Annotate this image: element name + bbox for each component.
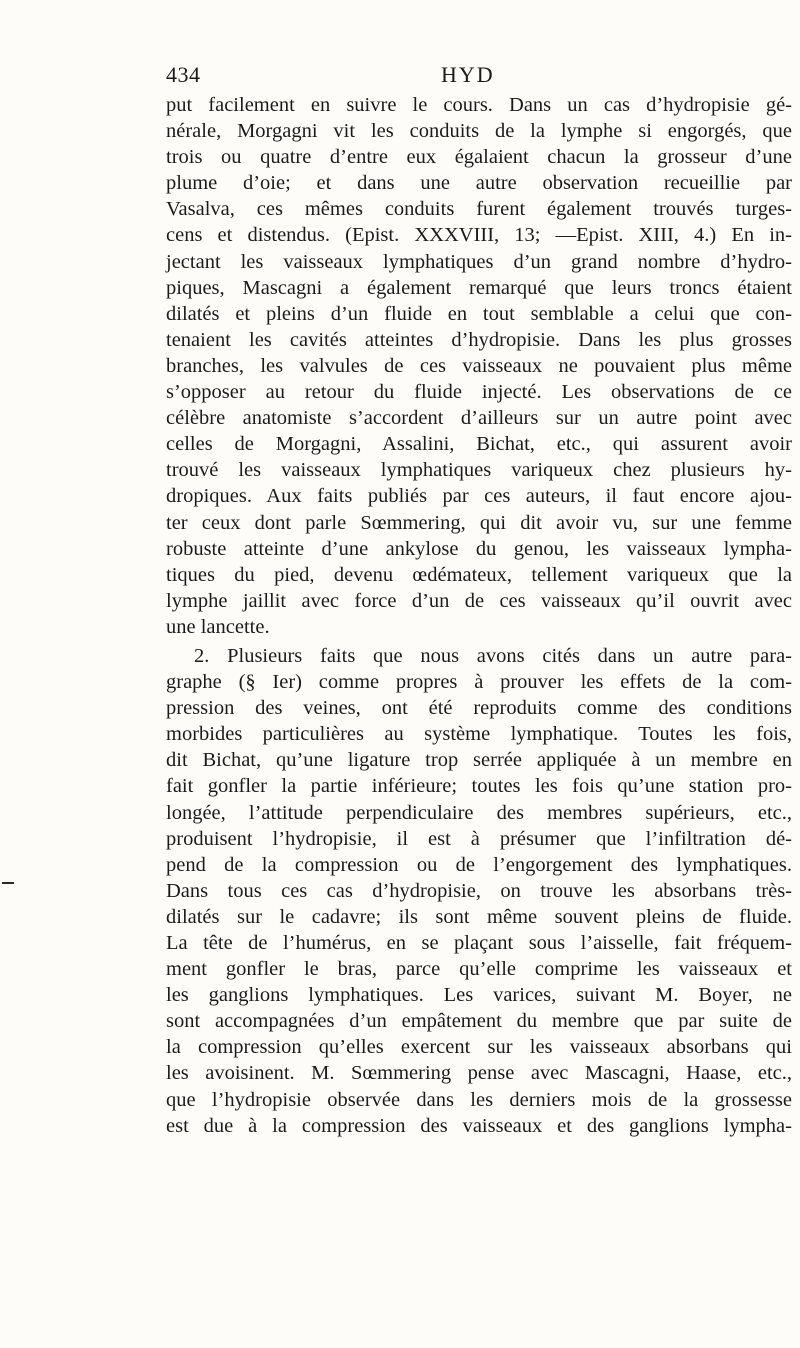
text-line: longée, l’attitude perpendiculaire des membres supérieurs, etc.,	[166, 801, 792, 824]
text-line: tiques du pied, devenu œdémateux, tellement variqueux que la	[166, 563, 792, 586]
body-text	[166, 92, 792, 1139]
text-line: tenaient les cavités atteintes d’hydropisie. Dans les plus grosses	[166, 328, 792, 351]
text-line: La tête de l’humérus, en se plaçant sous l’aisselle, fait fréquem-	[166, 932, 792, 954]
text-line: sont accompagnées d’un empâtement du membre que par suite de	[166, 1010, 792, 1033]
text-line: ter ceux dont parle Sœmmering, qui dit avoir vu, sur une femme	[166, 511, 792, 534]
text-line: produisent l’hydropisie, il est à présumer que l’infiltration dé-	[166, 827, 792, 850]
text-line: Dans tous ces cas d’hydropisie, on trouve les absorbans très-	[166, 879, 792, 902]
text-line: lymphe jaillit avec force d’un de ces vaisseaux qu’il ouvrit avec	[166, 589, 792, 612]
page-header	[166, 62, 800, 92]
text-line: Vasalva, ces mêmes conduits furent également trouvés turges-	[166, 198, 792, 221]
text-line: pression des veines, ont été reproduits comme des conditions	[166, 697, 792, 720]
text-line: s’opposer au retour du fluide injecté. Les observations de ce	[166, 381, 792, 404]
running-head: HYD	[441, 62, 495, 87]
page-number: 434	[166, 62, 201, 87]
text-line: piques, Mascagni a également remarqué que leurs troncs étaient	[166, 276, 792, 299]
text-line: que l’hydropisie observée dans les derniers mois de la grossesse	[166, 1088, 792, 1111]
text-line: dilatés sur le cadavre; ils sont même souvent pleins de fluide.	[166, 905, 792, 928]
text-line: les avoisinent. M. Sœmmering pense avec Mascagni, Haase, etc.,	[166, 1062, 792, 1085]
text-line: graphe (§ Ier) comme propres à prouver les effets de la com-	[166, 671, 792, 694]
text-line: jectant les vaisseaux lymphatiques d’un grand nombre d’hydro-	[166, 250, 792, 273]
text-line: plume d’oie; et dans une autre observation recueillie par	[166, 172, 792, 195]
text-line: dit Bichat, qu’une ligature trop serrée appliquée à un membre en	[166, 749, 792, 772]
text-line: 2. Plusieurs faits que nous avons cités dans un autre para-	[194, 644, 792, 667]
text-line: celles de Morgagni, Assalini, Bichat, etc., qui assurent avoir	[166, 433, 792, 456]
text-line: ment gonfler le bras, parce qu’elle comprime les vaisseaux et	[166, 958, 792, 981]
text-line: trouvé les vaisseaux lymphatiques variqueux chez plusieurs hy-	[166, 459, 792, 482]
text-line: cens et distendus. (Epist. XXXVIII, 13; —Epist. XIII, 4.) En in-	[166, 224, 792, 247]
text-line: pend de la compression ou de l’engorgement des lymphatiques.	[166, 853, 792, 876]
text-line: la compression qu’elles exercent sur les vaisseaux absorbans qui	[166, 1036, 792, 1059]
text-line: nérale, Morgagni vit les conduits de la lymphe si engorgés, que	[166, 120, 792, 143]
text-line: célèbre anatomiste s’accordent d’ailleurs sur un autre point avec	[166, 407, 792, 430]
text-line: trois ou quatre d’entre eux égalaient chacun la grosseur d’une	[166, 146, 792, 169]
text-line: est due à la compression des vaisseaux et des ganglions lympha-	[166, 1114, 792, 1137]
text-line: morbides particulières au système lymphatique. Toutes les fois,	[166, 723, 792, 746]
text-line: dropiques. Aux faits publiés par ces auteurs, il faut encore ajou-	[166, 485, 792, 508]
text-line: put facilement en suivre le cours. Dans un cas d’hydropisie gé-	[166, 94, 792, 116]
text-line: robuste atteinte d’une ankylose du genou, les vaisseaux lympha-	[166, 537, 792, 560]
text-line: une lancette.	[166, 615, 270, 638]
text-line: dilatés et pleins d’un fluide en tout semblable a celui que con-	[166, 302, 792, 325]
text-line: les ganglions lymphatiques. Les varices, suivant M. Boyer, ne	[166, 984, 792, 1007]
text-line: branches, les valvules de ces vaisseaux ne pouvaient plus même	[166, 354, 792, 377]
text-line: fait gonfler la partie inférieure; toutes les fois qu’une station pro-	[166, 775, 792, 798]
margin-mark	[2, 882, 14, 884]
